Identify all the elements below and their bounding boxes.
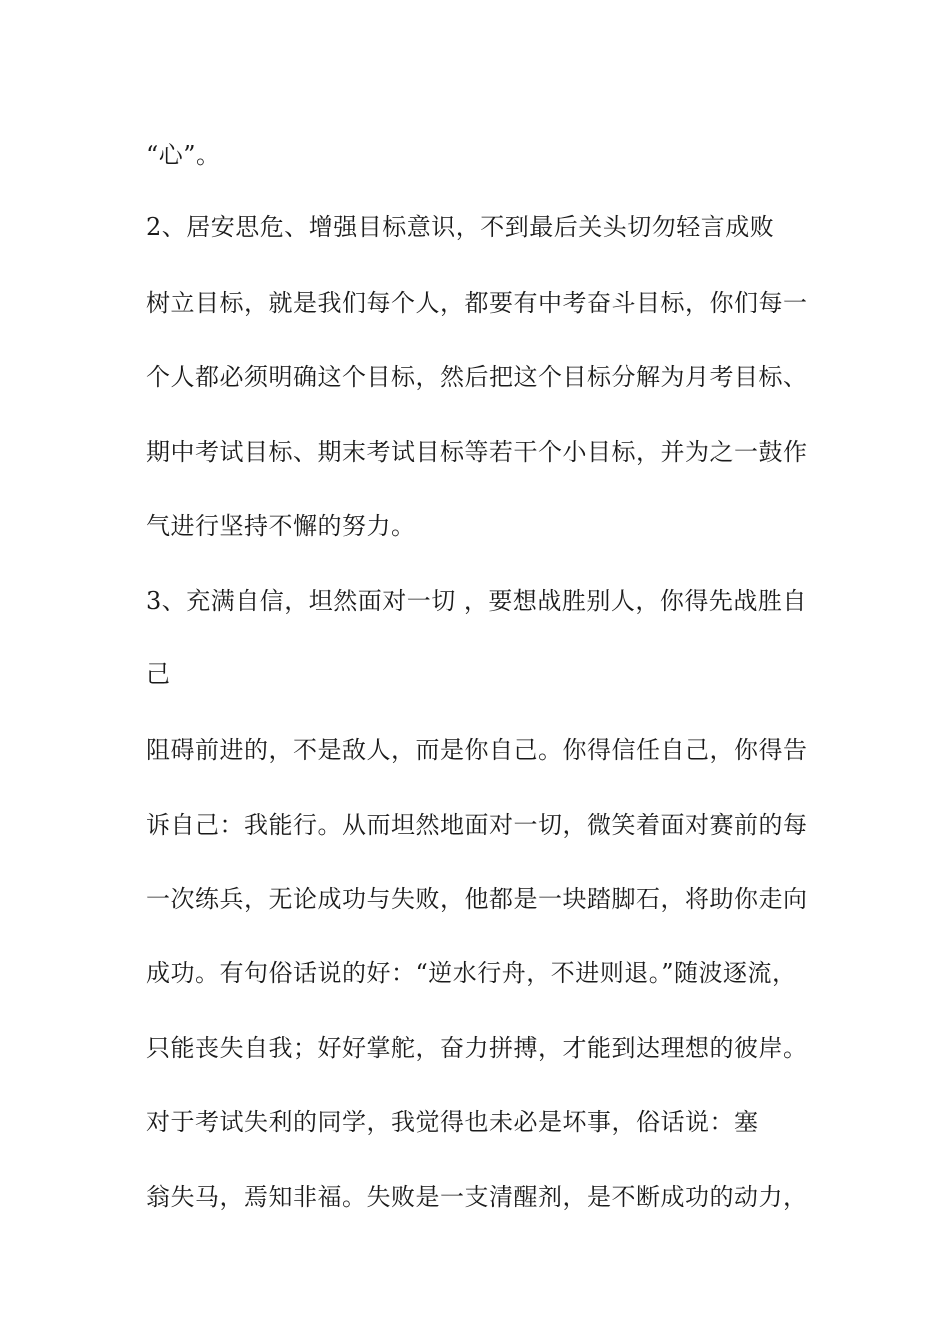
text-line: 翁失马，焉知非福。失败是一支清醒剂，是不断成功的动力， xyxy=(146,1183,808,1211)
text-line: 一次练兵，无论成功与失败，他都是一块踏脚石，将助你走向 xyxy=(146,885,808,913)
text-line: 阻碍前进的，不是敌人，而是你自己。你得信任自己，你得告 xyxy=(146,736,808,764)
section-heading: 2、居安思危、增强目标意识，不到最后关头切勿轻言成败 xyxy=(146,213,775,241)
text-line: 气进行坚持不懈的努力。 xyxy=(146,512,416,540)
text-line: 对于考试失利的同学，我觉得也未必是坏事，俗话说：塞 xyxy=(146,1108,759,1136)
text-line: 个人都必须明确这个目标，然后把这个目标分解为月考目标、 xyxy=(146,363,808,391)
text-line: 只能丧失自我；好好掌舵，奋力拼搏，才能到达理想的彼岸。 xyxy=(146,1034,808,1062)
section-heading: 3、充满自信，坦然面对一切 ，要想战胜别人，你得先战胜自 xyxy=(146,587,807,615)
text-line: 期中考试目标、期末考试目标等若干个小目标，并为之一鼓作 xyxy=(146,438,808,466)
text-line: 成功。有句俗话说的好：“逆水行舟，不进则退。”随波逐流， xyxy=(146,959,797,987)
text-line: “心”。 xyxy=(146,141,221,169)
text-line: 树立目标，就是我们每个人，都要有中考奋斗目标，你们每一 xyxy=(146,289,808,317)
text-line: 诉自己：我能行。从而坦然地面对一切，微笑着面对赛前的每 xyxy=(146,811,808,839)
section-heading-continuation: 己 xyxy=(146,660,171,688)
